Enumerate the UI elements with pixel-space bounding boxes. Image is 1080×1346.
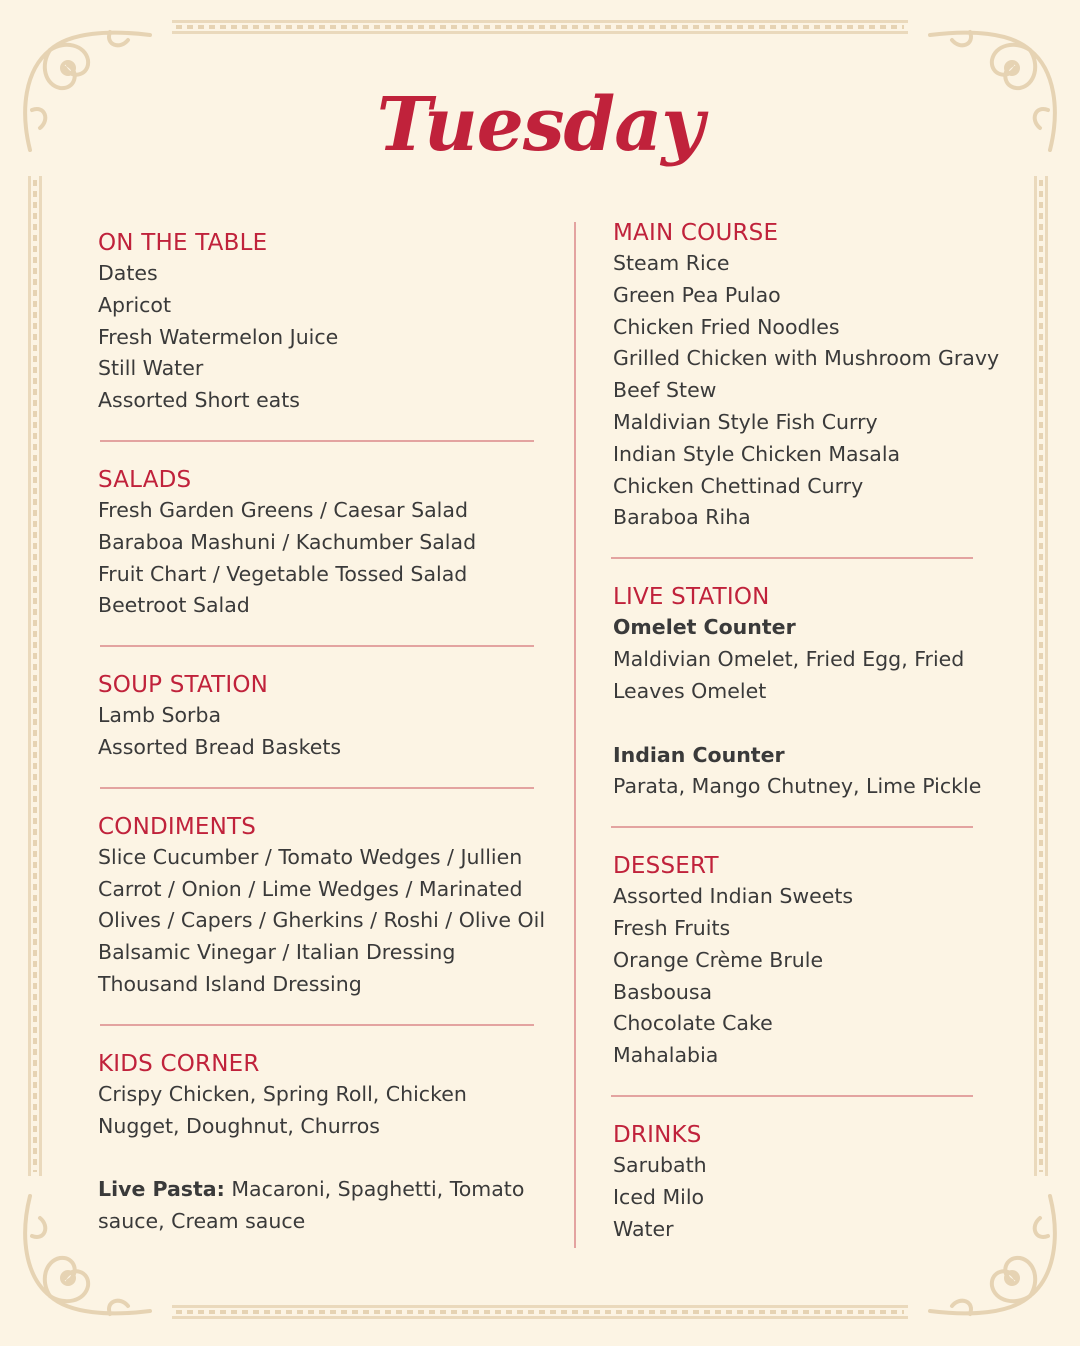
top-border xyxy=(172,20,908,34)
menu-item: Baraboa Mashuni / Kachumber Salad xyxy=(98,529,477,554)
menu-item: Fresh Watermelon Juice xyxy=(98,324,339,349)
menu-item: Chocolate Cake xyxy=(613,1011,773,1036)
menu-item: Dates xyxy=(98,261,158,285)
section-divider xyxy=(100,440,534,442)
menu-item: Thousand Island Dressing xyxy=(98,971,362,996)
section-kids-corner xyxy=(98,1049,548,1238)
right-column xyxy=(613,218,1013,1245)
subsection-title: Indian Counter xyxy=(613,742,785,767)
menu-item: Fresh Garden Greens / Caesar Salad xyxy=(98,497,468,522)
right-border xyxy=(1034,176,1048,1176)
menu-item: Orange Crème Brule xyxy=(613,947,824,972)
menu-item: Basbousa xyxy=(613,979,713,1004)
menu-item: Carrot / Onion / Lime Wedges / Marinated xyxy=(98,876,523,901)
section-condiments xyxy=(98,812,548,1001)
section-heading: KIDS CORNER xyxy=(98,1050,260,1077)
section-divider xyxy=(611,1095,973,1097)
menu-item: Maldivian Style Fish Curry xyxy=(613,409,878,434)
section-heading: SOUP STATION xyxy=(98,672,269,699)
menu-item: Nugget, Doughnut, Churros xyxy=(98,1113,380,1138)
menu-item: Beetroot Salad xyxy=(98,593,250,618)
subsection-title: Omelet Counter xyxy=(613,615,796,640)
menu-item: Still Water xyxy=(98,356,204,381)
menu-item: Baraboa Riha xyxy=(613,505,751,530)
menu-item: Water xyxy=(613,1216,674,1241)
section-divider xyxy=(100,787,534,789)
menu-item: Maldivian Omelet, Fried Egg, Fried xyxy=(613,646,965,671)
menu-item: Chicken Chettinad Curry xyxy=(613,473,864,498)
menu-item: Olives / Capers / Gherkins / Roshi / Olive Oil xyxy=(98,908,546,933)
menu-item: Iced Milo xyxy=(613,1184,705,1209)
menu-item: Green Pea Pulao xyxy=(613,282,781,307)
section-divider xyxy=(100,645,534,647)
section-heading: DRINKS xyxy=(613,1121,702,1148)
section-on-the-table xyxy=(98,228,548,417)
menu-item: Lamb Sorba xyxy=(98,703,222,728)
menu-item: Chicken Fried Noodles xyxy=(613,314,840,339)
section-heading: MAIN COURSE xyxy=(613,220,779,246)
section-heading: CONDIMENTS xyxy=(98,813,257,840)
menu-item: Fruit Chart / Vegetable Tossed Salad xyxy=(98,561,468,586)
menu-item: Assorted Indian Sweets xyxy=(613,884,854,909)
menu-item: Assorted Bread Baskets xyxy=(98,734,342,759)
section-live-station xyxy=(613,582,1013,803)
menu-item: Indian Style Chicken Masala xyxy=(613,441,901,466)
section-divider xyxy=(611,826,973,828)
menu-item: Crispy Chicken, Spring Roll, Chicken xyxy=(98,1081,467,1106)
section-dessert xyxy=(613,851,1013,1072)
menu-item: Slice Cucumber / Tomato Wedges / Jullien xyxy=(98,844,523,869)
live-pasta-text: Macaroni, Spaghetti, Tomato xyxy=(224,1177,525,1202)
menu-item: Leaves Omelet xyxy=(613,678,767,703)
section-salads xyxy=(98,465,548,622)
menu-item: Sarubath xyxy=(613,1152,707,1177)
menu-item: Parata, Mango Chutney, Lime Pickle xyxy=(613,774,982,799)
section-main-course xyxy=(613,218,1013,534)
section-divider xyxy=(100,1024,534,1026)
menu-item: Fresh Fruits xyxy=(613,915,731,940)
menu-item: Grilled Chicken with Mushroom Gravy xyxy=(613,346,1000,371)
left-column xyxy=(98,228,548,1238)
menu-item: Assorted Short eats xyxy=(98,388,300,413)
page-title: Tuesday xyxy=(376,82,704,168)
section-heading: LIVE STATION xyxy=(613,584,770,611)
section-drinks xyxy=(613,1120,1013,1245)
left-border xyxy=(28,176,42,1176)
menu-item: Mahalabia xyxy=(613,1043,719,1068)
menu-item xyxy=(98,1174,548,1206)
section-heading: ON THE TABLE xyxy=(98,230,268,256)
section-heading: DESSERT xyxy=(613,853,719,880)
section-soup-station xyxy=(98,670,548,764)
bottom-border xyxy=(172,1305,908,1319)
section-divider xyxy=(611,557,973,559)
menu-item: Beef Stew xyxy=(613,378,717,403)
menu-item: Steam Rice xyxy=(613,251,730,275)
menu-item: sauce, Cream sauce xyxy=(98,1209,306,1234)
menu-item: Balsamic Vinegar / Italian Dressing xyxy=(98,940,456,965)
column-divider xyxy=(574,222,576,1248)
menu-item: Apricot xyxy=(98,292,172,317)
section-heading: SALADS xyxy=(98,466,192,493)
live-pasta-label: Live Pasta: xyxy=(98,1177,225,1202)
